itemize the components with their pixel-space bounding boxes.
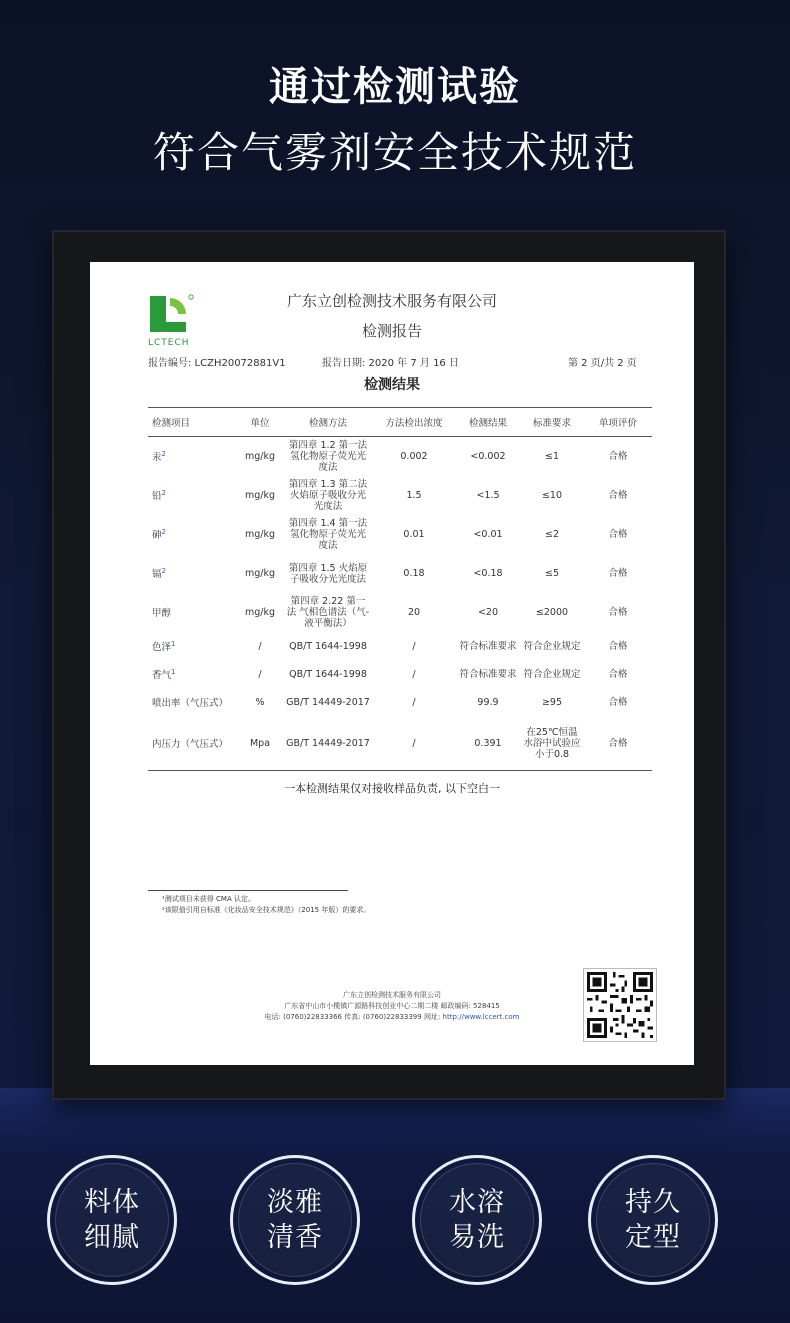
standard-cell: ≥95 [541,696,563,708]
standard-cell: 在25℃恒温水浴中试验应小于0.8 [520,716,584,771]
limit-cell: 0.18 [403,568,425,579]
table-row [148,515,652,554]
badge-line2: 清香 [267,1222,323,1253]
column-header: 标准要求 [520,408,584,437]
table-row [148,688,652,716]
table-row [148,632,652,660]
item-cell: 镉$^2$ [152,567,166,581]
column-header: 检测结果 [456,408,520,437]
result-cell: <0.002 [470,451,506,462]
result-cell: 符合标准要求 [459,668,517,680]
result-cell: <1.5 [476,490,500,501]
column-header: 方法检出浓度 [372,408,456,437]
standard-cell: ≤5 [544,568,559,579]
item-cell: 汞$^2$ [152,450,166,464]
report-number: 报告编号: LCZH20072881V1 [148,358,286,369]
page-number: 第 2 页/共 2 页 [568,358,637,369]
table-row [148,716,652,771]
table-row [148,554,652,593]
method-cell: QB/T 1644-1998 [289,668,367,680]
limit-cell: 0.002 [400,451,428,462]
result-cell: 99.9 [477,696,499,708]
evaluation-cell: 合格 [608,640,628,652]
unit-cell: mg/kg [244,451,276,462]
item-cell: 铅$^2$ [152,489,166,503]
evaluation-cell: 合格 [608,696,628,708]
item-cell: 内压力（气压式） [148,716,236,771]
test-report-document [90,262,694,1065]
feature-badge [412,1155,542,1285]
feature-badge [230,1155,360,1285]
limit-cell: / [412,668,416,680]
footnote-2: ²该限值引用自标准《化妆品安全技术规范》（2015 年版）的要求。 [162,906,371,914]
method-cell: QB/T 1644-1998 [289,640,367,652]
method-cell: 第四章 1.2 第一法 氢化物原子荧光光度法 [288,440,368,473]
table-row [148,476,652,515]
item-cell: 色泽$^1$ [152,639,176,654]
evaluation-cell: 合格 [608,529,628,540]
unit-cell: mg/kg [244,568,276,579]
table-row [148,660,652,688]
results-table [148,407,652,771]
badge-line1: 持久 [625,1187,681,1218]
limit-cell: 20 [407,607,421,618]
standard-cell: 符合企业规定 [523,668,581,680]
result-cell: <20 [477,607,499,618]
badge-line1: 料体 [84,1187,140,1218]
evaluation-cell: 合格 [608,668,628,680]
limit-cell: / [412,696,416,708]
item-cell: 香气$^1$ [152,667,176,682]
column-header: 单位 [236,408,284,437]
badge-line2: 细腻 [84,1222,140,1253]
unit-cell: / [258,668,262,680]
badge-line2: 易洗 [449,1222,505,1253]
badge-line2: 定型 [625,1222,681,1253]
evaluation-cell: 合格 [584,716,652,771]
footer-url-link[interactable]: http://www.lccert.com [442,1013,520,1021]
limit-cell: / [372,716,456,771]
result-cell: 0.391 [456,716,520,771]
evaluation-cell: 合格 [608,568,628,579]
limit-cell: 1.5 [406,490,422,501]
method-cell: GB/T 14449-2017 [284,716,372,771]
report-title: 检测报告 [361,322,422,340]
report-date: 报告日期: 2020 年 7 月 16 日 [322,358,459,369]
result-cell: <0.01 [473,529,503,540]
table-header-row [148,408,652,437]
badge-line1: 淡雅 [267,1187,323,1218]
limit-cell: / [412,640,416,652]
unit-cell: Mpa [236,716,284,771]
standard-cell: ≤10 [541,490,563,501]
method-cell: 第四章 1.3 第二法 火焰原子吸收分光光度法 [288,479,368,512]
unit-cell: mg/kg [244,490,276,501]
standard-cell: 符合企业规定 [523,640,581,652]
footer-address: 广东省中山市小榄镇广源路科技创业中心二期二楼 邮政编码: 528415 [284,1002,500,1010]
method-cell: GB/T 14449-2017 [286,696,370,708]
blank-note: 一本检测结果仅对接收样品负责, 以下空白一 [284,782,500,795]
headline-line1: 通过检测试验 [269,64,521,110]
feature-badge [588,1155,718,1285]
table-row [148,437,652,477]
column-header: 单项评价 [584,408,652,437]
company-name: 广东立创检测技术服务有限公司 [286,292,497,310]
footer-company: 广东立创检测技术服务有限公司 [343,991,441,999]
unit-cell: mg/kg [244,607,276,618]
logo-text: LCTECH [148,338,190,348]
limit-cell: 0.01 [403,529,425,540]
headline-line2: 符合气雾剂安全技术规范 [152,128,637,177]
method-cell: 第四章 2.22 第一法 气相色谱法（气-液平衡法） [286,596,370,629]
feature-badge [47,1155,177,1285]
method-cell: 第四章 1.4 第一法 氢化物原子荧光光度法 [288,518,368,551]
evaluation-cell: 合格 [608,607,628,618]
footnote-divider [148,890,348,891]
table-row [148,593,652,632]
qr-code-icon [583,968,657,1042]
item-cell: 甲醇 [152,608,172,620]
footnote-1: ¹测试项目未获得 CMA 认定。 [162,895,255,903]
result-cell: 符合标准要求 [459,640,517,652]
evaluation-cell: 合格 [608,490,628,501]
footer-contact: 电话: (0760)22833366 传真: (0760)22833399 网址: http://www.lccert.com [264,1013,520,1021]
item-cell: 喷出率（气压式） [152,698,229,710]
result-cell: <0.18 [473,568,503,579]
badge-line1: 水溶 [449,1187,505,1218]
unit-cell: % [255,696,265,708]
method-cell: 第四章 1.5 火焰原子吸收分光光度法 [288,562,368,585]
unit-cell: / [258,640,262,652]
column-header: 检测项目 [148,408,236,437]
standard-cell: ≤1 [544,451,559,462]
item-cell: 砷$^2$ [152,528,166,542]
standard-cell: ≤2000 [535,607,569,618]
standard-cell: ≤2 [544,529,559,540]
evaluation-cell: 合格 [608,451,628,462]
column-header: 检测方法 [284,408,372,437]
results-title: 检测结果 [364,377,420,393]
unit-cell: mg/kg [244,529,276,540]
